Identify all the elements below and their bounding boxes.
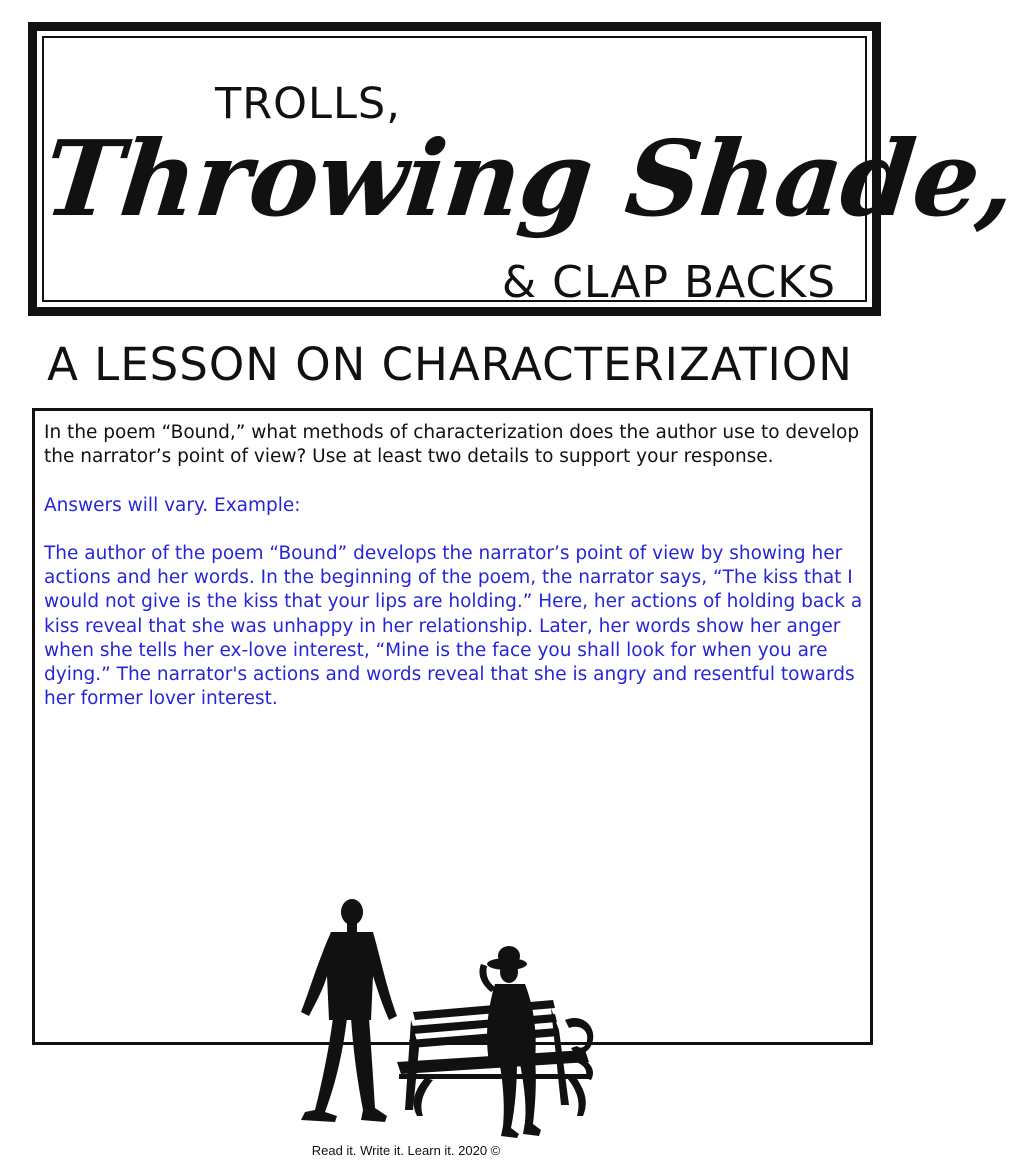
walking-man-icon	[301, 899, 397, 1122]
title-frame	[28, 22, 1020, 316]
title-line-trolls: TROLLS,	[215, 79, 401, 129]
copyright-footer: Read it. Write it. Learn it. 2020 ©	[311, 1143, 501, 1158]
title-line-throwing-shade: Throwing Shade,	[38, 117, 1020, 240]
lesson-subtitle: A LESSON ON CHARACTERIZATION	[47, 338, 853, 391]
question-prompt: In the poem “Bound,” what methods of characterization does the author use to develop the narrator’s point of view? Use at least two details to support your response.	[44, 422, 860, 467]
title-line-clap-backs: & CLAP BACKS	[501, 257, 836, 308]
answer-example-text: The author of the poem “Bound” develops the narrator’s point of view by showing her actions and her words. In the beginning of the poem, the narrator says, “The kiss that I would not give is the kiss that your lips are holding.” Here, her actions of holding back a kiss reveal that she was unhappy in her relationship. Later, her words show her anger when she tells her ex-love interest, “Mine is the face you shall look for when you are dying.” The narrator's actions and words reveal that she is angry and resentful towards her former lover interest.	[44, 543, 863, 710]
seated-woman-icon	[479, 946, 541, 1138]
answer-intro: Answers will vary. Example:	[44, 495, 301, 516]
couple-bench-silhouette-illustration	[285, 880, 615, 1142]
